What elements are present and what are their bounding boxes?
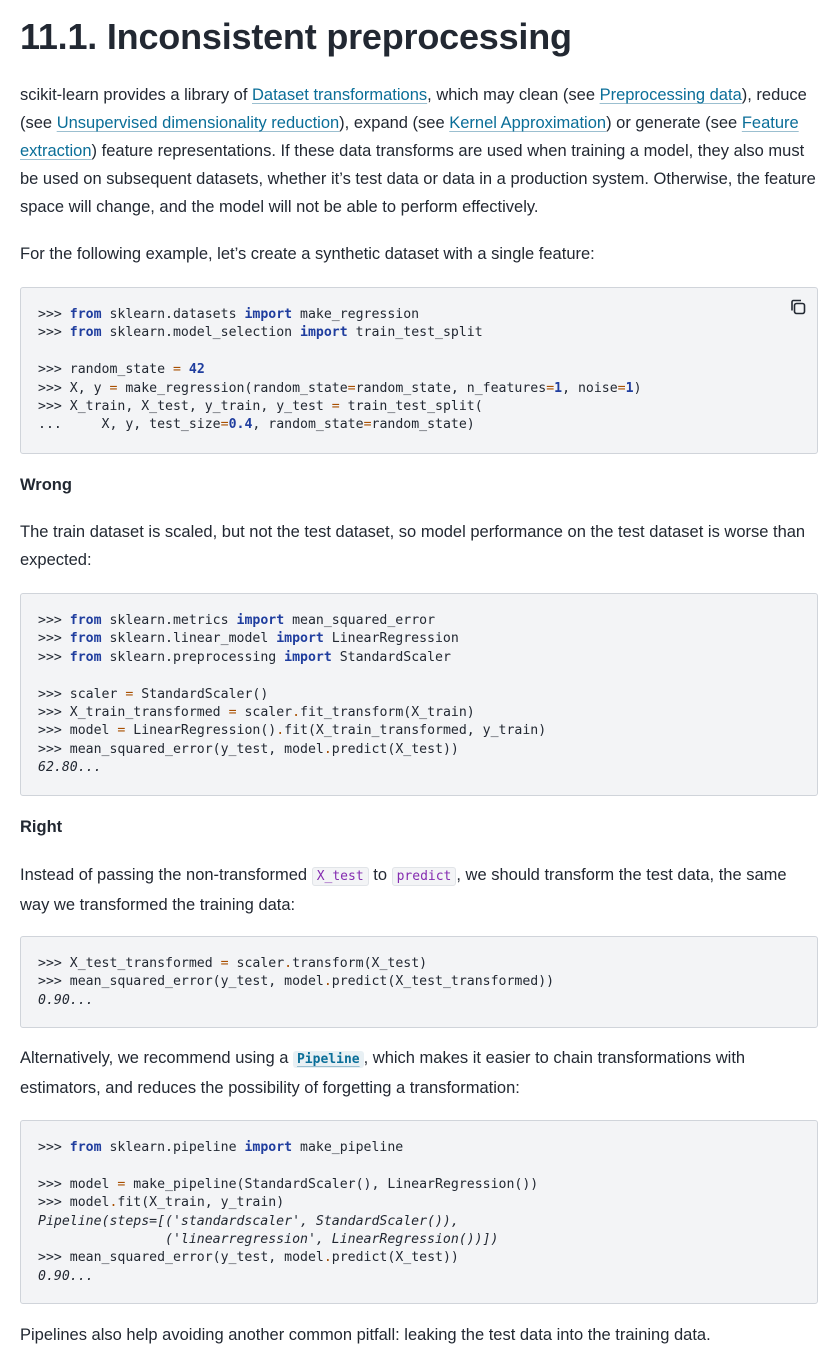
example-intro: For the following example, let’s create a synthetic dataset with a single feature:	[20, 245, 595, 263]
intro-text: , which may clean (see	[427, 86, 600, 104]
pipeline-link[interactable]: Pipeline	[293, 1051, 364, 1068]
wrong-heading: Wrong	[20, 476, 72, 494]
pipeline-text: , which makes it easier to chain transformations with estimators, and reduces the possibility of forgetting a transformation:	[20, 1049, 746, 1097]
code-listing: >>> from sklearn.metrics import mean_squared_error >>> from sklearn.linear_model import LinearRegression >>> from sklearn.preprocessing import StandardScaler >>> scaler = StandardScaler() >>> X_train_transformed = scaler.fit_transform(X_train) >>> model = LinearRegression().fit(X_train_transformed, y_train) >>> mean_squared_error(y_test, model.predict(X_test)) 62.80...	[38, 613, 547, 776]
link-feature-extraction[interactable]: Feature extraction	[20, 114, 799, 160]
intro-text: ) or generate (see	[606, 114, 742, 132]
intro-text: scikit-learn provides a library of	[20, 86, 252, 104]
code-listing: >>> X_test_transformed = scaler.transform(X_test) >>> mean_squared_error(y_test, model.predict(X_test_transformed)) 0.90...	[38, 956, 555, 1008]
intro-text: ) feature representations. If these data transforms are used when training a model, they also must be used on subsequent datasets, whether it’s test data or data in a production system. Otherwise, the feature space will change, and the model will not be able to perform effectively.	[20, 142, 816, 216]
right-heading: Right	[20, 818, 63, 836]
pipeline-paragraph	[20, 1044, 820, 1102]
code-block-dataset	[20, 287, 818, 454]
intro-text: ), expand (see	[339, 114, 450, 132]
inline-code-x-test: X_test	[312, 867, 369, 886]
inline-code-predict: predict	[392, 867, 457, 886]
code-listing: >>> from sklearn.pipeline import make_pipeline >>> model = make_pipeline(StandardScaler(), LinearRegression()) >>> model.fit(X_train, y_train) Pipeline(steps=[('standardscaler', StandardScaler()), ('linearregression', LinearRegression())]) >>> mean_squared_error(y_test, model.predict(X_test)) 0.90...	[38, 1140, 539, 1284]
right-text: Instead of passing the non-transformed	[20, 866, 312, 884]
closing-paragraph: Pipelines also help avoiding another common pitfall: leaking the test data into the training data.	[20, 1326, 711, 1344]
code-block-wrong	[20, 593, 818, 796]
right-paragraph	[20, 861, 820, 919]
code-block-pipeline	[20, 1120, 818, 1304]
pipeline-text: Alternatively, we recommend using a	[20, 1049, 293, 1067]
link-kernel-approximation[interactable]: Kernel Approximation	[449, 114, 607, 132]
copy-icon[interactable]	[789, 298, 807, 316]
page-title: 11.1. Inconsistent preprocessing	[20, 16, 572, 57]
intro-paragraph	[20, 81, 820, 221]
right-text: , we should transform the test data, the same way we transformed the training data:	[20, 866, 787, 914]
link-dataset-transformations[interactable]: Dataset transformations	[252, 86, 428, 104]
link-unsupervised-dimensionality-reduction[interactable]: Unsupervised dimensionality reduction	[56, 114, 340, 132]
right-text: to	[368, 866, 392, 884]
code-block-right	[20, 936, 818, 1028]
link-preprocessing-data[interactable]: Preprocessing data	[599, 86, 742, 104]
intro-text: ), reduce (see	[20, 86, 807, 132]
wrong-paragraph: The train dataset is scaled, but not the test dataset, so model performance on the test dataset is worse than expected:	[20, 523, 806, 569]
code-listing: >>> from sklearn.datasets import make_regression >>> from sklearn.model_selection import train_test_split >>> random_state = 42 >>> X, y = make_regression(random_state=random_state, n_features=1, noise=1) >>> X_train, X_test, y_train, y_test = train_test_split( ... X, y, test_size=0.4, random_state=random_state)	[38, 307, 642, 433]
